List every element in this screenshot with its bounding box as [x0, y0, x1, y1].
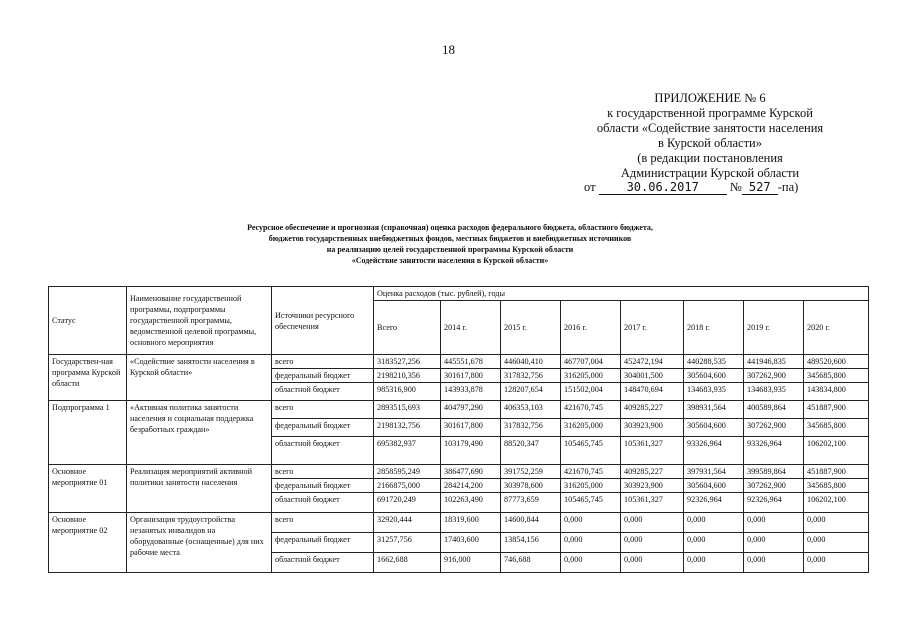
cell-amount: 17403,600 — [441, 533, 501, 553]
decree-date-line — [584, 180, 798, 195]
cell-amount: 2198132,756 — [374, 419, 441, 437]
cell-amount: 134683,935 — [744, 383, 804, 401]
cell-amount: 446040,410 — [501, 355, 561, 369]
cell-amount: 92326,964 — [684, 493, 744, 513]
cell-amount: 284214,200 — [441, 479, 501, 493]
cell-source: областной бюджет — [272, 553, 374, 573]
decree-date: 30.06.2017 — [599, 180, 727, 195]
cell-amount: 397931,564 — [684, 465, 744, 479]
document-heading — [185, 222, 715, 266]
header-year: 2018 г. — [684, 301, 744, 355]
cell-amount: 32920,444 — [374, 513, 441, 533]
table-row — [49, 355, 869, 369]
cell-amount: 0,000 — [804, 553, 869, 573]
cell-amount: 445551,678 — [441, 355, 501, 369]
cell-amount: 305604,600 — [684, 369, 744, 383]
cell-amount: 0,000 — [684, 533, 744, 553]
cell-amount: 345685,800 — [804, 369, 869, 383]
table-row — [49, 401, 869, 419]
cell-amount: 452472,194 — [621, 355, 684, 369]
cell-amount: 134683,935 — [684, 383, 744, 401]
cell-amount: 0,000 — [684, 553, 744, 573]
cell-amount: 317832,756 — [501, 369, 561, 383]
cell-amount: 151502,004 — [561, 383, 621, 401]
cell-amount: 695382,937 — [374, 437, 441, 465]
cell-amount: 307262,900 — [744, 479, 804, 493]
cell-source: всего — [272, 355, 374, 369]
cell-amount: 746,688 — [501, 553, 561, 573]
cell-amount: 2166875,000 — [374, 479, 441, 493]
cell-amount: 0,000 — [744, 533, 804, 553]
cell-amount: 0,000 — [621, 553, 684, 573]
cell-amount: 1662,688 — [374, 553, 441, 573]
cell-amount: 391752,259 — [501, 465, 561, 479]
cell-source: федеральный бюджет — [272, 533, 374, 553]
cell-amount: 148470,694 — [621, 383, 684, 401]
heading-line: Ресурсное обеспечение и прогнозная (справочная) оценка расходов федерального бюджета, областного бюджета, — [247, 223, 653, 232]
cell-amount: 398931,564 — [684, 401, 744, 419]
cell-amount: 406353,103 — [501, 401, 561, 419]
cell-amount: 301617,800 — [441, 419, 501, 437]
cell-amount: 88520,347 — [501, 437, 561, 465]
page-number: 18 — [442, 42, 455, 57]
cell-amount: 0,000 — [744, 553, 804, 573]
header-name: Наименование государственной программы, подпрограммы государственной программы, ведомственной целевой программы, основного мероприятия — [127, 287, 272, 355]
cell-amount: 2198210,356 — [374, 369, 441, 383]
cell-amount: 467707,004 — [561, 355, 621, 369]
cell-amount: 105361,327 — [621, 437, 684, 465]
cell-amount: 128207,654 — [501, 383, 561, 401]
cell-program-name: «Содействие занятости населения в Курской области» — [127, 355, 272, 401]
appendix-line: Администрации Курской области — [620, 166, 800, 180]
cell-source: всего — [272, 401, 374, 419]
cell-amount: 303923,900 — [621, 419, 684, 437]
cell-status: Государствен-ная программа Курской области — [49, 355, 127, 401]
appendix-line: области «Содействие занятости населения — [596, 121, 824, 135]
heading-line: «Содействие занятости населения в Курской области» — [351, 256, 549, 265]
cell-status: Основное мероприятие 02 — [49, 513, 127, 573]
cell-amount: 441946,835 — [744, 355, 804, 369]
cell-amount: 13854,156 — [501, 533, 561, 553]
cell-amount: 916,000 — [441, 553, 501, 573]
cell-amount: 421670,745 — [561, 401, 621, 419]
cell-source: федеральный бюджет — [272, 479, 374, 493]
cell-amount: 316205,000 — [561, 419, 621, 437]
cell-amount: 93326,964 — [684, 437, 744, 465]
appendix-block — [560, 91, 860, 181]
cell-amount: 2893515,693 — [374, 401, 441, 419]
cell-amount: 0,000 — [621, 513, 684, 533]
cell-amount: 404797,290 — [441, 401, 501, 419]
cell-amount: 451887,900 — [804, 401, 869, 419]
appendix-line: в Курской области» — [657, 136, 762, 150]
cell-amount: 102263,490 — [441, 493, 501, 513]
header-year: 2019 г. — [744, 301, 804, 355]
cell-amount: 489520,600 — [804, 355, 869, 369]
cell-amount: 105465,745 — [561, 493, 621, 513]
cell-amount: 409285,227 — [621, 465, 684, 479]
header-status: Статус — [49, 287, 127, 355]
cell-amount: 0,000 — [804, 513, 869, 533]
cell-amount: 93326,964 — [744, 437, 804, 465]
header-year: 2017 г. — [621, 301, 684, 355]
cell-amount: 303978,600 — [501, 479, 561, 493]
cell-amount: 0,000 — [561, 553, 621, 573]
cell-amount: 0,000 — [561, 533, 621, 553]
cell-amount: 105465,745 — [561, 437, 621, 465]
number-prefix: № — [729, 180, 742, 194]
cell-amount: 106202,100 — [804, 493, 869, 513]
heading-line: бюджетов государственных внебюджетных фондов, местных бюджетов и внебюджетных источников — [268, 234, 632, 243]
cell-source: областной бюджет — [272, 383, 374, 401]
cell-amount: 386477,690 — [441, 465, 501, 479]
number-suffix: -па) — [777, 180, 799, 194]
decree-number: 527 — [742, 180, 778, 195]
budget-table — [48, 286, 869, 573]
cell-amount: 345685,800 — [804, 479, 869, 493]
cell-amount: 316205,000 — [561, 369, 621, 383]
cell-amount: 0,000 — [561, 513, 621, 533]
cell-amount: 0,000 — [684, 513, 744, 533]
cell-source: всего — [272, 465, 374, 479]
date-prefix: от — [584, 180, 596, 194]
cell-amount: 316205,000 — [561, 479, 621, 493]
cell-amount: 305604,600 — [684, 479, 744, 493]
cell-amount: 345685,800 — [804, 419, 869, 437]
cell-amount: 301617,800 — [441, 369, 501, 383]
cell-amount: 92326,964 — [744, 493, 804, 513]
cell-amount: 317832,756 — [501, 419, 561, 437]
header-year: 2020 г. — [804, 301, 869, 355]
cell-status: Основное мероприятие 01 — [49, 465, 127, 513]
cell-amount: 106202,100 — [804, 437, 869, 465]
appendix-line: к государственной программе Курской — [607, 106, 813, 120]
cell-source: всего — [272, 513, 374, 533]
header-source: Источники ресурсного обеспечения — [272, 287, 374, 355]
cell-amount: 0,000 — [804, 533, 869, 553]
header-year: Всего — [374, 301, 441, 355]
cell-amount: 421670,745 — [561, 465, 621, 479]
cell-amount: 103179,490 — [441, 437, 501, 465]
appendix-line: (в редакции постановления — [637, 151, 783, 165]
table-row — [49, 465, 869, 479]
budget-table-body — [49, 355, 869, 573]
cell-amount: 143834,800 — [804, 383, 869, 401]
cell-program-name: «Активная политика занятости населения и социальная поддержка безработных граждан» — [127, 401, 272, 465]
header-estimate: Оценка расходов (тыс. рублей), годы — [374, 287, 869, 301]
cell-amount: 303923,900 — [621, 479, 684, 493]
cell-amount: 691720,249 — [374, 493, 441, 513]
cell-amount: 87773,659 — [501, 493, 561, 513]
cell-amount: 305604,600 — [684, 419, 744, 437]
table-row — [49, 513, 869, 533]
cell-source: федеральный бюджет — [272, 419, 374, 437]
cell-amount: 18319,600 — [441, 513, 501, 533]
appendix-title: ПРИЛОЖЕНИЕ № 6 — [654, 91, 766, 105]
cell-amount: 399589,864 — [744, 465, 804, 479]
cell-amount: 440288,535 — [684, 355, 744, 369]
cell-amount: 14600,844 — [501, 513, 561, 533]
heading-line: на реализацию целей государственной программы Курской области — [326, 245, 574, 254]
cell-amount: 31257,756 — [374, 533, 441, 553]
cell-program-name: Организация трудоустройства незанятых инвалидов на оборудованные (оснащенные) для них рабочие места — [127, 513, 272, 573]
cell-amount: 985316,900 — [374, 383, 441, 401]
cell-amount: 307262,900 — [744, 369, 804, 383]
cell-amount: 143933,878 — [441, 383, 501, 401]
header-year: 2016 г. — [561, 301, 621, 355]
cell-source: областной бюджет — [272, 493, 374, 513]
cell-amount: 304001,500 — [621, 369, 684, 383]
cell-amount: 400589,864 — [744, 401, 804, 419]
cell-amount: 105361,327 — [621, 493, 684, 513]
cell-amount: 0,000 — [621, 533, 684, 553]
cell-amount: 451887,900 — [804, 465, 869, 479]
cell-amount: 307262,900 — [744, 419, 804, 437]
cell-source: областной бюджет — [272, 437, 374, 465]
header-year: 2014 г. — [441, 301, 501, 355]
cell-status: Подпрограмма 1 — [49, 401, 127, 465]
cell-amount: 0,000 — [744, 513, 804, 533]
header-year: 2015 г. — [501, 301, 561, 355]
cell-source: федеральный бюджет — [272, 369, 374, 383]
cell-amount: 409285,227 — [621, 401, 684, 419]
cell-program-name: Реализация мероприятий активной политики занятости населения — [127, 465, 272, 513]
cell-amount: 3183527,256 — [374, 355, 441, 369]
cell-amount: 2858595,249 — [374, 465, 441, 479]
